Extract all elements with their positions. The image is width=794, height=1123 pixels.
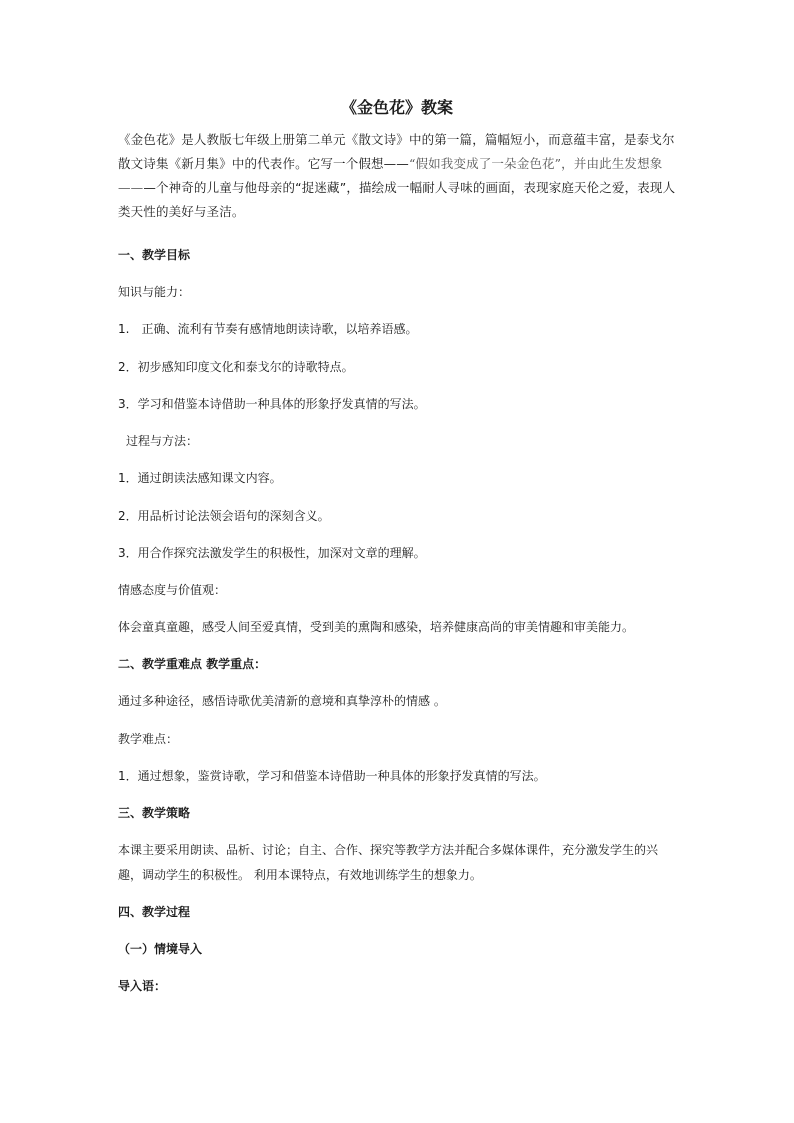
emotion-label: 情感态度与价值观： (118, 583, 227, 597)
knowledge-item-2: 2．初步感知印度文化和泰戈尔的诗歌特点。 (118, 360, 354, 374)
process-item-2: 2．用品析讨论法领会语句的深刻含义。 (118, 509, 330, 523)
difficulty-text: 1．通过想象，鉴赏诗歌，学习和借鉴本诗借助一种具体的形象抒发真情的写法。 (118, 769, 546, 783)
process-item-3: 3．用合作探究法激发学生的积极性，加深对文章的理解。 (118, 546, 426, 560)
section2-heading: 二、教学重难点 教学重点： (118, 657, 267, 671)
section4-heading: 四、教学过程 (118, 905, 191, 919)
knowledge-item-1: 1. 正确、流利有节奏有感情地朗读诗歌，以培养语感。 (118, 322, 418, 336)
knowledge-item-3: 3．学习和借鉴本诗借助一种具体的形象抒发真情的写法。 (118, 397, 426, 411)
knowledge-label: 知识与能力： (118, 285, 191, 299)
section1-heading: 一、教学目标 (118, 248, 191, 262)
intro-text-part2: —个神奇的儿童与他母亲的“捉迷藏”，描绘成一幅耐人寻味的画面，表现家庭天伦之爱，表现人类天性的美好与圣洁。 (118, 180, 676, 219)
process-label: 过程与方法： (126, 434, 199, 448)
difficulty-label: 教学难点： (118, 732, 179, 746)
section3-heading: 三、教学策略 (118, 806, 191, 820)
document-title: 《金色花》教案 (340, 98, 453, 117)
intro-paragraph (118, 128, 676, 224)
strategy-text: 本课主要采用朗读、品析、讨论；自主、合作、探究等教学方法并配合多媒体课件，充分激发学生的兴趣，调动学生的积极性。 利用本课特点，有效地训练学生的想象力。 (118, 843, 659, 882)
intro-text-part1: 《金色花》是人教版七年级上册第二单元《散文诗》中的第一篇，篇幅短小，而意蕴丰富，是泰戈尔散文诗集《新月集》中的代表作。它写一个假想—— (118, 132, 675, 171)
process-item-1: 1．通过朗读法感知课文内容。 (118, 471, 282, 485)
intro-quote: “假如我变成了一朵金色花”，并由此生发想象—— (118, 156, 663, 195)
section4-sub-heading: （一）情境导入 (118, 942, 203, 956)
emotion-text: 体会童真童趣，感受人间至爱真情，受到美的熏陶和感染，培养健康高尚的审美情趣和审美能力。 (118, 620, 635, 634)
key-point-text: 通过多种途径，感悟诗歌优美清新的意境和真挚淳朴的情感 。 (118, 694, 446, 708)
intro-speech-label: 导入语： (118, 979, 167, 993)
